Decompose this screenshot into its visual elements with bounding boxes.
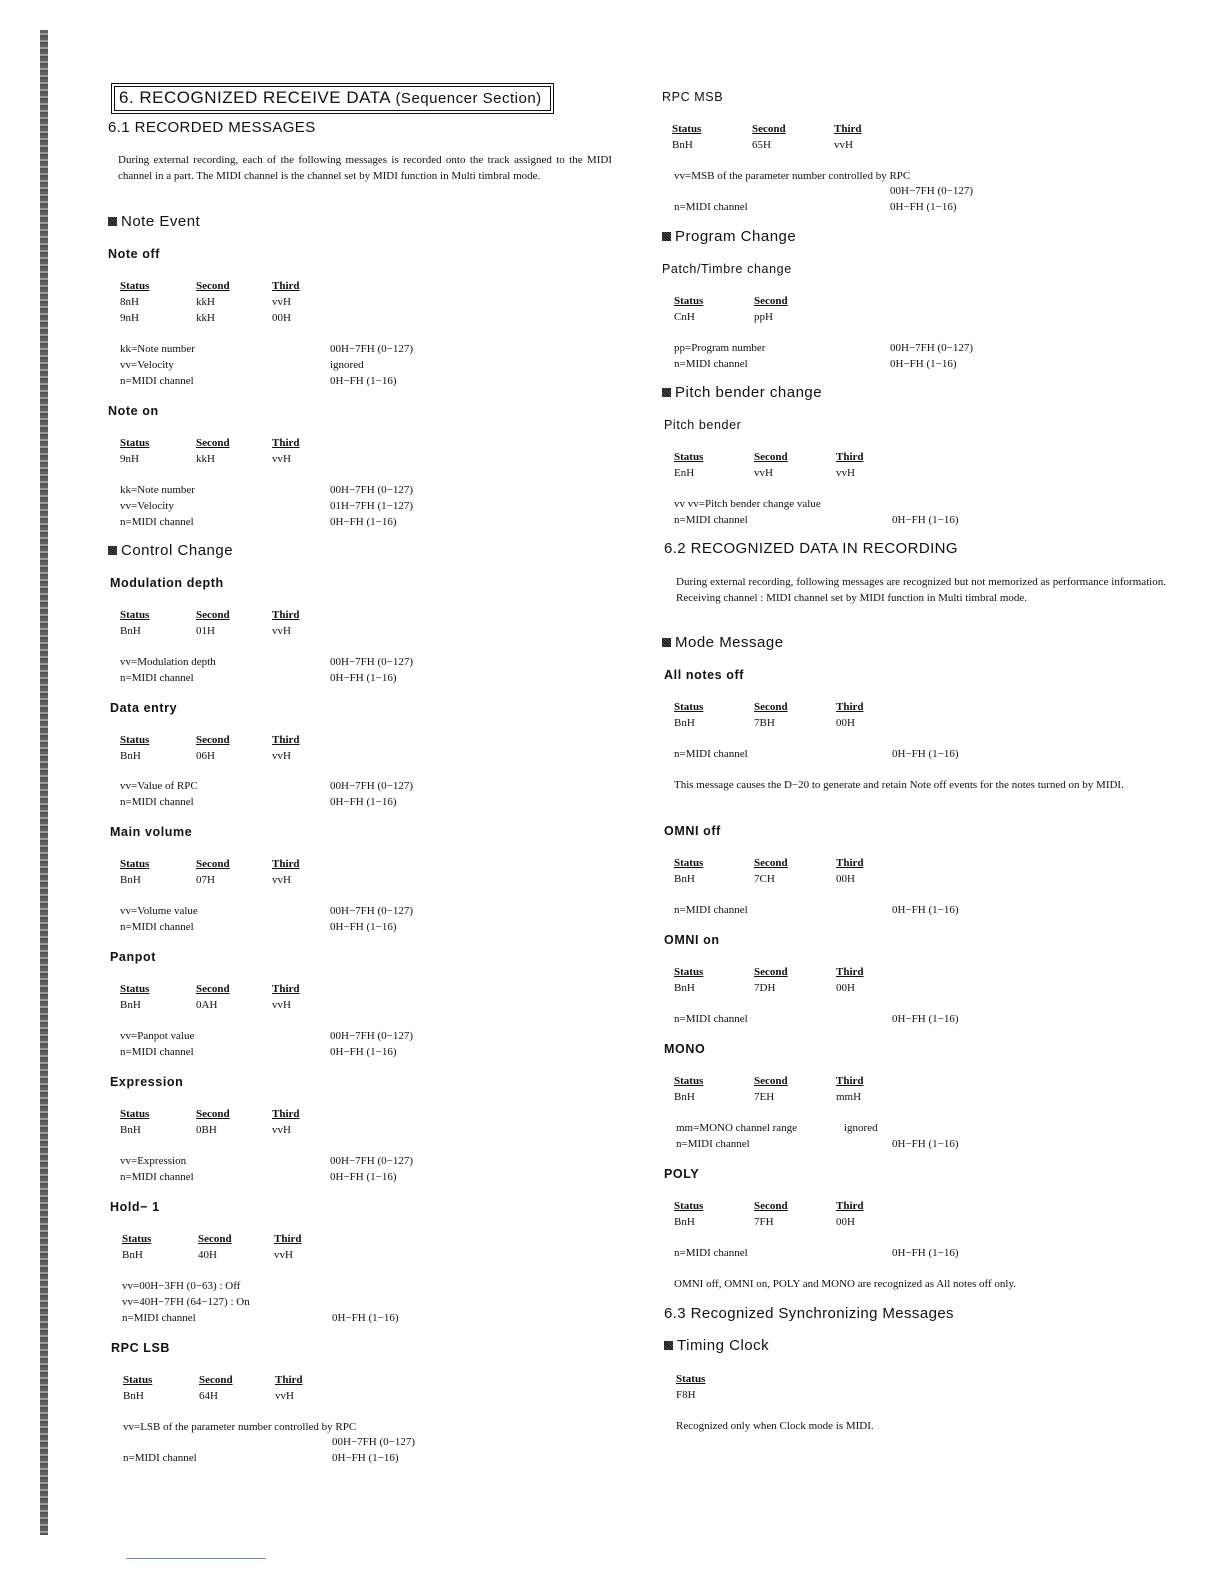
status-cell: BnH [120, 999, 141, 1011]
status-cell: BnH [120, 750, 141, 762]
status-header: Status [120, 1108, 150, 1120]
param-desc: vv=LSB of the parameter number controlled by RPC [123, 1421, 357, 1433]
param-desc: n=MIDI channel [122, 1312, 196, 1324]
second-header: Second [754, 1200, 788, 1212]
third-cell: 00H [836, 1216, 855, 1228]
param-desc: pp=Program number [674, 342, 766, 354]
rpc-lsb-label: RPC LSB [111, 1341, 171, 1355]
status-cell: BnH [674, 1216, 695, 1228]
third-cell: 00H [836, 873, 855, 885]
main-volume-label: Main volume [110, 825, 193, 839]
second-cell: 7FH [754, 1216, 774, 1228]
param-range: 00H−7FH (0−127) [330, 484, 413, 496]
param-desc: kk=Note number [120, 343, 195, 355]
third-cell: mmH [836, 1091, 862, 1103]
second-header: Second [196, 1108, 230, 1120]
status-cell: BnH [120, 625, 141, 637]
second-cell: 7CH [754, 873, 775, 885]
param-range: 0H−FH (1−16) [330, 796, 397, 808]
status-cell: BnH [674, 1091, 695, 1103]
second-header: Second [196, 609, 230, 621]
third-header: Third [836, 1075, 864, 1087]
param-range: 0H−FH (1−16) [330, 1171, 397, 1183]
all-notes-off-label: All notes off [664, 668, 745, 682]
third-cell: vvH [275, 1390, 294, 1402]
note-off-label: Note off [108, 247, 161, 261]
second-cell: 65H [752, 139, 771, 151]
third-cell: vvH [272, 750, 291, 762]
param-range: 00H−7FH (0−127) [332, 1436, 415, 1448]
third-cell: vvH [834, 139, 853, 151]
param-range: 0H−FH (1−16) [330, 921, 397, 933]
rpc-msb-label: RPC MSB [662, 90, 724, 104]
second-header: Second [196, 858, 230, 870]
hold1-label: Hold− 1 [110, 1200, 160, 1214]
third-header: Third [272, 734, 300, 746]
status-header: Status [120, 983, 150, 995]
second-cell: kkH [196, 453, 215, 465]
param-range: 0H−FH (1−16) [330, 1046, 397, 1058]
param-range: 0H−FH (1−16) [892, 1013, 959, 1025]
param-desc: n=MIDI channel [674, 358, 748, 370]
second-cell: 0AH [196, 999, 218, 1011]
status-cell: BnH [123, 1390, 144, 1402]
second-header: Second [752, 123, 786, 135]
panpot-label: Panpot [110, 950, 156, 964]
param-desc: n=MIDI channel [120, 1171, 194, 1183]
section-6-1-heading: 6.1 RECORDED MESSAGES [108, 119, 316, 136]
param-range: 0H−FH (1−16) [892, 1247, 959, 1259]
third-cell: vvH [272, 625, 291, 637]
third-cell: 00H [836, 982, 855, 994]
param-desc: vv=Value of RPC [120, 780, 198, 792]
status-header: Status [123, 1374, 153, 1386]
modulation-label: Modulation depth [110, 576, 224, 590]
status-header: Status [674, 1075, 704, 1087]
param-range: 00H−7FH (0−127) [330, 1155, 413, 1167]
param-range: 00H−7FH (0−127) [330, 343, 413, 355]
status-cell: BnH [120, 874, 141, 886]
all-notes-off-note: This message causes the D−20 to generate and retain Note off events for the notes turned on by MIDI. [674, 779, 1124, 791]
second-cell: ppH [754, 311, 773, 323]
second-cell: 7BH [754, 717, 775, 729]
param-range: 00H−7FH (0−127) [330, 1030, 413, 1042]
second-header: Second [754, 966, 788, 978]
mode-message-heading: Mode Message [662, 634, 784, 651]
param-desc: n=MIDI channel [120, 672, 194, 684]
status-cell: BnH [674, 717, 695, 729]
param-desc: kk=Note number [120, 484, 195, 496]
pitch-bender-change-heading: Pitch bender change [662, 384, 822, 401]
status-cell: 9nH [120, 453, 139, 465]
second-header: Second [754, 857, 788, 869]
timing-clock-note: Recognized only when Clock mode is MIDI. [676, 1420, 874, 1432]
param-range: 0H−FH (1−16) [892, 514, 959, 526]
second-cell: 7DH [754, 982, 776, 994]
param-range: 0H−FH (1−16) [892, 904, 959, 916]
param-range: 0H−FH (1−16) [892, 748, 959, 760]
param-range: 01H−7FH (1−127) [330, 500, 413, 512]
param-desc: vv=Velocity [120, 500, 174, 512]
section-6-3-heading: 6.3 Recognized Synchronizing Messages [664, 1305, 954, 1322]
param-desc: n=MIDI channel [120, 516, 194, 528]
param-desc: vv=Volume value [120, 905, 198, 917]
param-range: 0H−FH (1−16) [332, 1452, 399, 1464]
third-header: Third [272, 1108, 300, 1120]
program-change-heading: Program Change [662, 228, 796, 245]
status-cell: F8H [676, 1389, 696, 1401]
param-desc: n=MIDI channel [676, 1138, 750, 1150]
param-range: 0H−FH (1−16) [330, 375, 397, 387]
expression-label: Expression [110, 1075, 184, 1089]
third-cell: vvH [274, 1249, 293, 1261]
status-header: Status [674, 451, 704, 463]
timing-clock-heading: Timing Clock [664, 1337, 769, 1354]
section-6-1-intro: During external recording, each of the following messages is recorded onto the track assigned to the MIDI channel in a part. The MIDI channel is the channel set by MIDI function in Multi timbral mode. [118, 154, 612, 182]
page-title [114, 86, 551, 111]
status-header: Status [674, 701, 704, 713]
second-header: Second [754, 451, 788, 463]
param-desc: n=MIDI channel [123, 1452, 197, 1464]
param-desc: vv=MSB of the parameter number controlled by RPC [674, 170, 911, 182]
status-header: Status [674, 295, 704, 307]
param-desc: vv=Panpot value [120, 1030, 195, 1042]
second-cell: 64H [199, 1390, 218, 1402]
second-header: Second [199, 1374, 233, 1386]
poly-label: POLY [664, 1167, 700, 1181]
status-header: Status [120, 280, 150, 292]
param-range: 00H−7FH (0−127) [890, 342, 973, 354]
omni-on-label: OMNI on [664, 933, 720, 947]
second-cell: 40H [198, 1249, 217, 1261]
data-entry-label: Data entry [110, 701, 178, 715]
param-range: 00H−7FH (0−127) [330, 780, 413, 792]
status-header: Status [676, 1373, 706, 1385]
third-header: Third [272, 437, 300, 449]
second-cell: kkH [196, 312, 215, 324]
param-desc: n=MIDI channel [674, 201, 748, 213]
third-cell: vvH [836, 467, 855, 479]
status-header: Status [120, 858, 150, 870]
status-header: Status [672, 123, 702, 135]
param-desc: n=MIDI channel [120, 921, 194, 933]
param-desc: vv vv=Pitch bender change value [674, 498, 821, 510]
status-cell: BnH [674, 982, 695, 994]
third-header: Third [836, 1200, 864, 1212]
third-header: Third [272, 983, 300, 995]
third-header: Third [272, 609, 300, 621]
param-range: ignored [844, 1122, 878, 1134]
param-desc: vv=Modulation depth [120, 656, 216, 668]
param-desc: vv=40H−7FH (64−127) : On [122, 1296, 250, 1308]
status-cell: BnH [672, 139, 693, 151]
param-desc: n=MIDI channel [674, 904, 748, 916]
third-header: Third [275, 1374, 303, 1386]
third-header: Third [836, 857, 864, 869]
status-cell: 8nH [120, 296, 139, 308]
second-cell: 07H [196, 874, 215, 886]
third-header: Third [272, 858, 300, 870]
control-change-heading: Control Change [108, 542, 233, 559]
param-desc: n=MIDI channel [120, 375, 194, 387]
third-header: Third [836, 966, 864, 978]
third-cell: 00H [272, 312, 291, 324]
second-cell: 06H [196, 750, 215, 762]
param-range: 0H−FH (1−16) [330, 672, 397, 684]
third-header: Third [272, 280, 300, 292]
param-range: 0H−FH (1−16) [330, 516, 397, 528]
param-desc: vv=00H−3FH (0−63) : Off [122, 1280, 241, 1292]
param-desc: n=MIDI channel [674, 748, 748, 760]
third-header: Third [834, 123, 862, 135]
status-header: Status [674, 966, 704, 978]
second-header: Second [754, 701, 788, 713]
second-header: Second [754, 1075, 788, 1087]
param-range: 0H−FH (1−16) [892, 1138, 959, 1150]
second-cell: 01H [196, 625, 215, 637]
page-title-main: 6. RECOGNIZED RECEIVE DATA [119, 88, 391, 107]
param-range: 00H−7FH (0−127) [330, 656, 413, 668]
status-cell: CnH [674, 311, 695, 323]
status-header: Status [674, 857, 704, 869]
third-header: Third [274, 1233, 302, 1245]
third-cell: vvH [272, 999, 291, 1011]
second-header: Second [196, 280, 230, 292]
second-cell: vvH [754, 467, 773, 479]
param-range: 0H−FH (1−16) [890, 201, 957, 213]
param-range: 00H−7FH (0−127) [890, 185, 973, 197]
pitch-bender-label: Pitch bender [664, 418, 742, 432]
third-cell: vvH [272, 296, 291, 308]
param-desc: n=MIDI channel [674, 514, 748, 526]
second-header: Second [196, 734, 230, 746]
status-cell: BnH [122, 1249, 143, 1261]
third-header: Third [836, 701, 864, 713]
second-header: Second [196, 437, 230, 449]
status-header: Status [674, 1200, 704, 1212]
note-event-heading: Note Event [108, 213, 200, 230]
status-cell: BnH [120, 1124, 141, 1136]
param-range: ignored [330, 359, 364, 371]
note-on-label: Note on [108, 404, 159, 418]
section-6-2-heading: 6.2 RECOGNIZED DATA IN RECORDING [664, 540, 958, 557]
param-desc: n=MIDI channel [120, 1046, 194, 1058]
status-cell: EnH [674, 467, 695, 479]
third-cell: vvH [272, 1124, 291, 1136]
status-cell: 9nH [120, 312, 139, 324]
second-cell: 0BH [196, 1124, 217, 1136]
second-cell: 7EH [754, 1091, 775, 1103]
omni-off-label: OMNI off [664, 824, 721, 838]
second-header: Second [196, 983, 230, 995]
param-desc: vv=Expression [120, 1155, 187, 1167]
param-desc: mm=MONO channel range [676, 1122, 798, 1134]
patch-label: Patch/Timbre change [662, 262, 792, 276]
param-desc: n=MIDI channel [674, 1013, 748, 1025]
second-header: Second [198, 1233, 232, 1245]
second-cell: kkH [196, 296, 215, 308]
third-header: Third [836, 451, 864, 463]
param-desc: n=MIDI channel [674, 1247, 748, 1259]
status-header: Status [120, 609, 150, 621]
section-6-2-intro: During external recording, following messages are recognized but not memorized as performance information. Receiving channel : MIDI channel set by MIDI function in Multi timbral mode. [676, 576, 1166, 604]
param-range: 0H−FH (1−16) [890, 358, 957, 370]
status-cell: BnH [674, 873, 695, 885]
third-cell: vvH [272, 874, 291, 886]
param-desc: vv=Velocity [120, 359, 174, 371]
status-header: Status [120, 437, 150, 449]
footer-rule [126, 1558, 266, 1559]
second-header: Second [754, 295, 788, 307]
scan-binding-edge [40, 30, 48, 1535]
third-cell: vvH [272, 453, 291, 465]
page-title-sub: (Sequencer Section) [395, 90, 542, 107]
param-range: 00H−7FH (0−127) [330, 905, 413, 917]
status-header: Status [122, 1233, 152, 1245]
status-header: Status [120, 734, 150, 746]
poly-note: OMNI off, OMNI on, POLY and MONO are recognized as All notes off only. [674, 1278, 1016, 1290]
third-cell: 00H [836, 717, 855, 729]
mono-label: MONO [664, 1042, 706, 1056]
param-range: 0H−FH (1−16) [332, 1312, 399, 1324]
param-desc: n=MIDI channel [120, 796, 194, 808]
